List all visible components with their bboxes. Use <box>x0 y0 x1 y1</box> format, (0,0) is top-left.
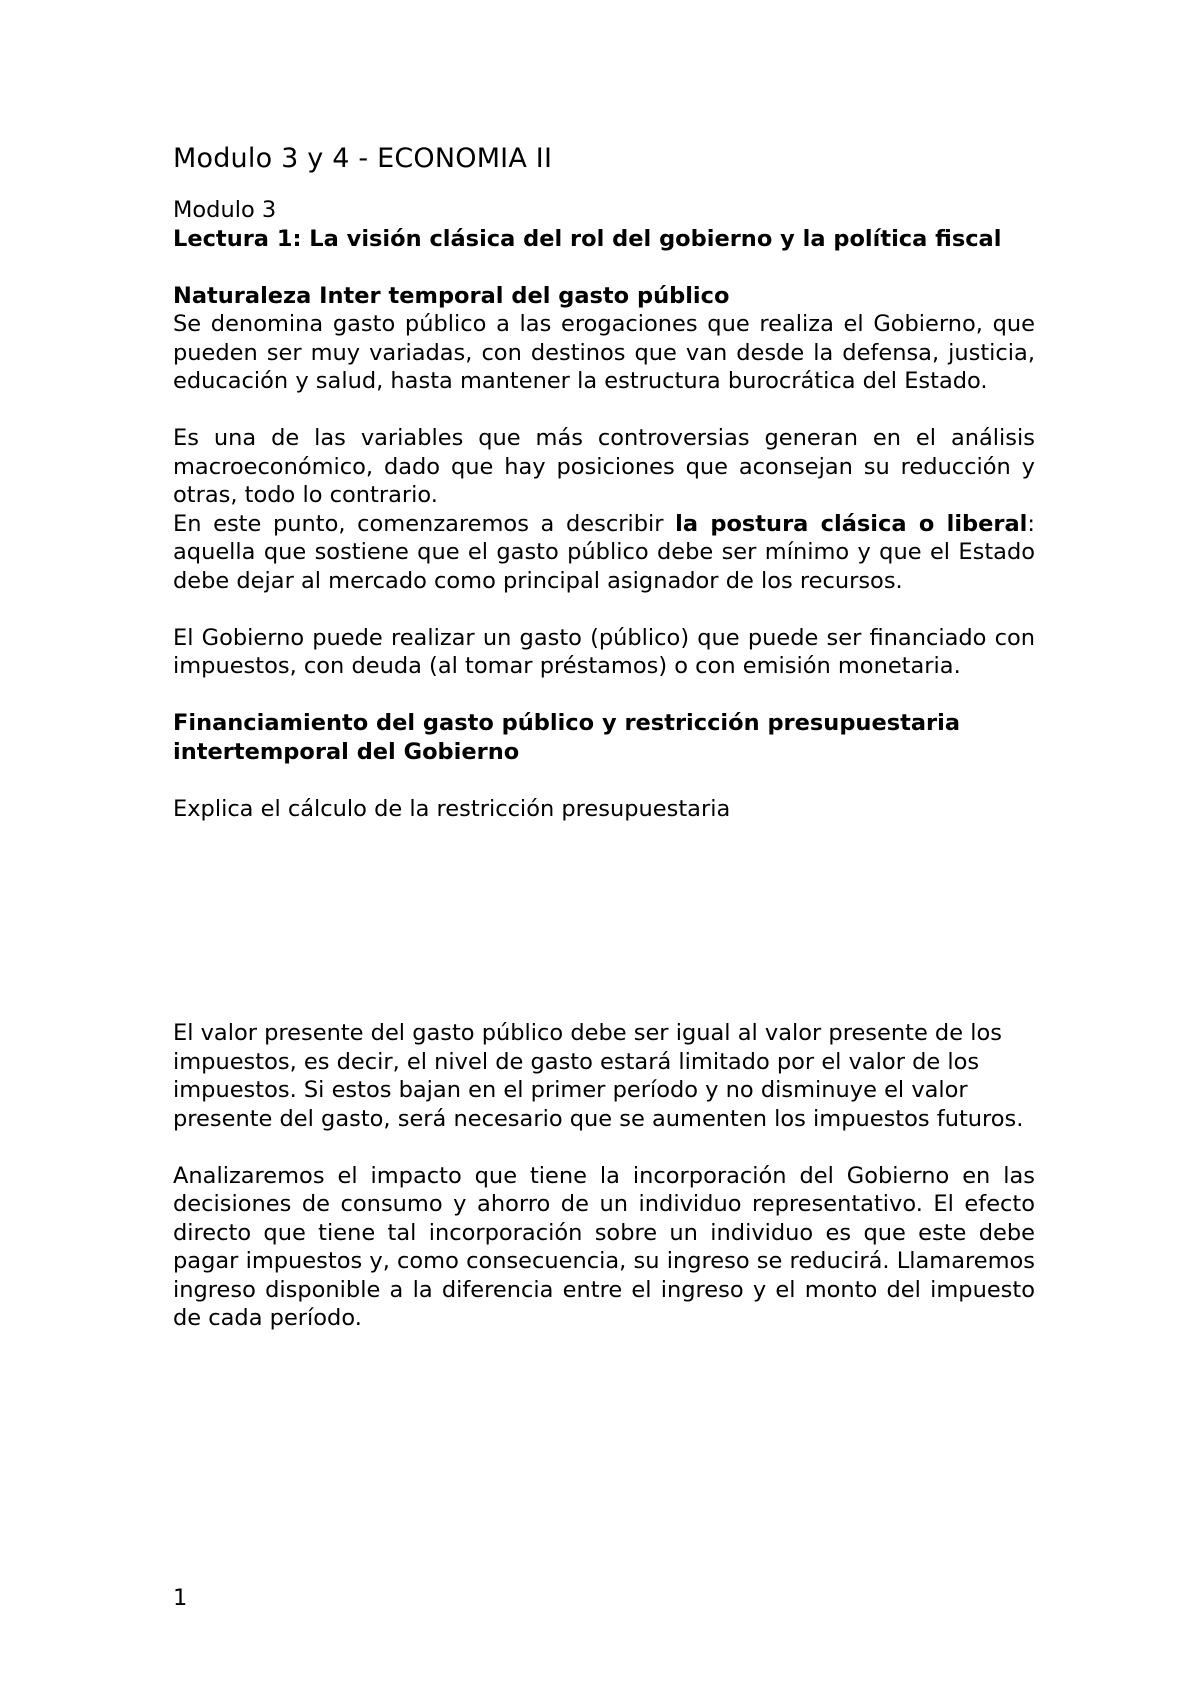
page-number: 1 <box>173 1585 188 1611</box>
classic-stance-pre: En este punto, comenzaremos a describir <box>173 510 676 537</box>
section-heading-financing: Financiamiento del gasto público y restricción presupuestaria intertemporal del Gobierno <box>173 710 961 765</box>
paragraph-present-value: El valor presente del gasto público debe ser igual al valor presente de los impuestos, es decir, el nivel de gasto estará limitado por el valor de los impuestos. Si estos bajan en el primer período y no disminuye el valor presente del gasto, será necesario que se aumenten los impuestos futuros. <box>173 1020 1024 1132</box>
document-title: Modulo 3 y 4 - ECONOMIA II <box>173 143 553 174</box>
paragraph-definition: Se denomina gasto público a las erogaciones que realiza el Gobierno, que pueden ser muy variadas, con destinos que van desde la defensa, justicia, educación y salud, hasta mantener la estructura burocrática del Estado. <box>173 311 1035 394</box>
paragraph-financing-options: El Gobierno puede realizar un gasto (público) que puede ser financiado con impuestos, con deuda (al tomar préstamos) o con emisión monetaria. <box>173 624 1035 679</box>
paragraph-classic-stance <box>173 510 1035 596</box>
blank-space <box>173 823 1035 1019</box>
paragraph-controversy: Es una de las variables que más controversias generan en el análisis macroeconómico, dado que hay posiciones que aconsejan su reducción y otras, todo lo contrario. <box>173 425 1035 508</box>
paragraph-explains-calculation: Explica el cálculo de la restricción presupuestaria <box>173 795 731 822</box>
classic-stance-bold: la postura clásica o liberal <box>675 510 1028 537</box>
classic-stance-post: : aquella que sostiene que el gasto público debe ser mínimo y que el Estado debe dejar al mercado como principal asignador de los recursos. <box>173 510 1035 594</box>
document-content <box>173 142 1035 1333</box>
module-label: Modulo 3 <box>173 197 277 223</box>
paragraph-government-impact: Analizaremos el impacto que tiene la incorporación del Gobierno en las decisiones de consumo y ahorro de un individuo representativo. El efecto directo que tiene tal incorporación sobre un individuo es que este debe pagar impuestos y, como consecuencia, su ingreso se reducirá. Llamaremos ingreso disponible a la diferencia entre el ingreso y el monto del impuesto de cada período. <box>173 1162 1035 1331</box>
lecture-heading: Lectura 1: La visión clásica del rol del gobierno y la política fiscal <box>173 225 1002 252</box>
section-heading-intertemporal: Naturaleza Inter temporal del gasto público <box>173 282 730 309</box>
